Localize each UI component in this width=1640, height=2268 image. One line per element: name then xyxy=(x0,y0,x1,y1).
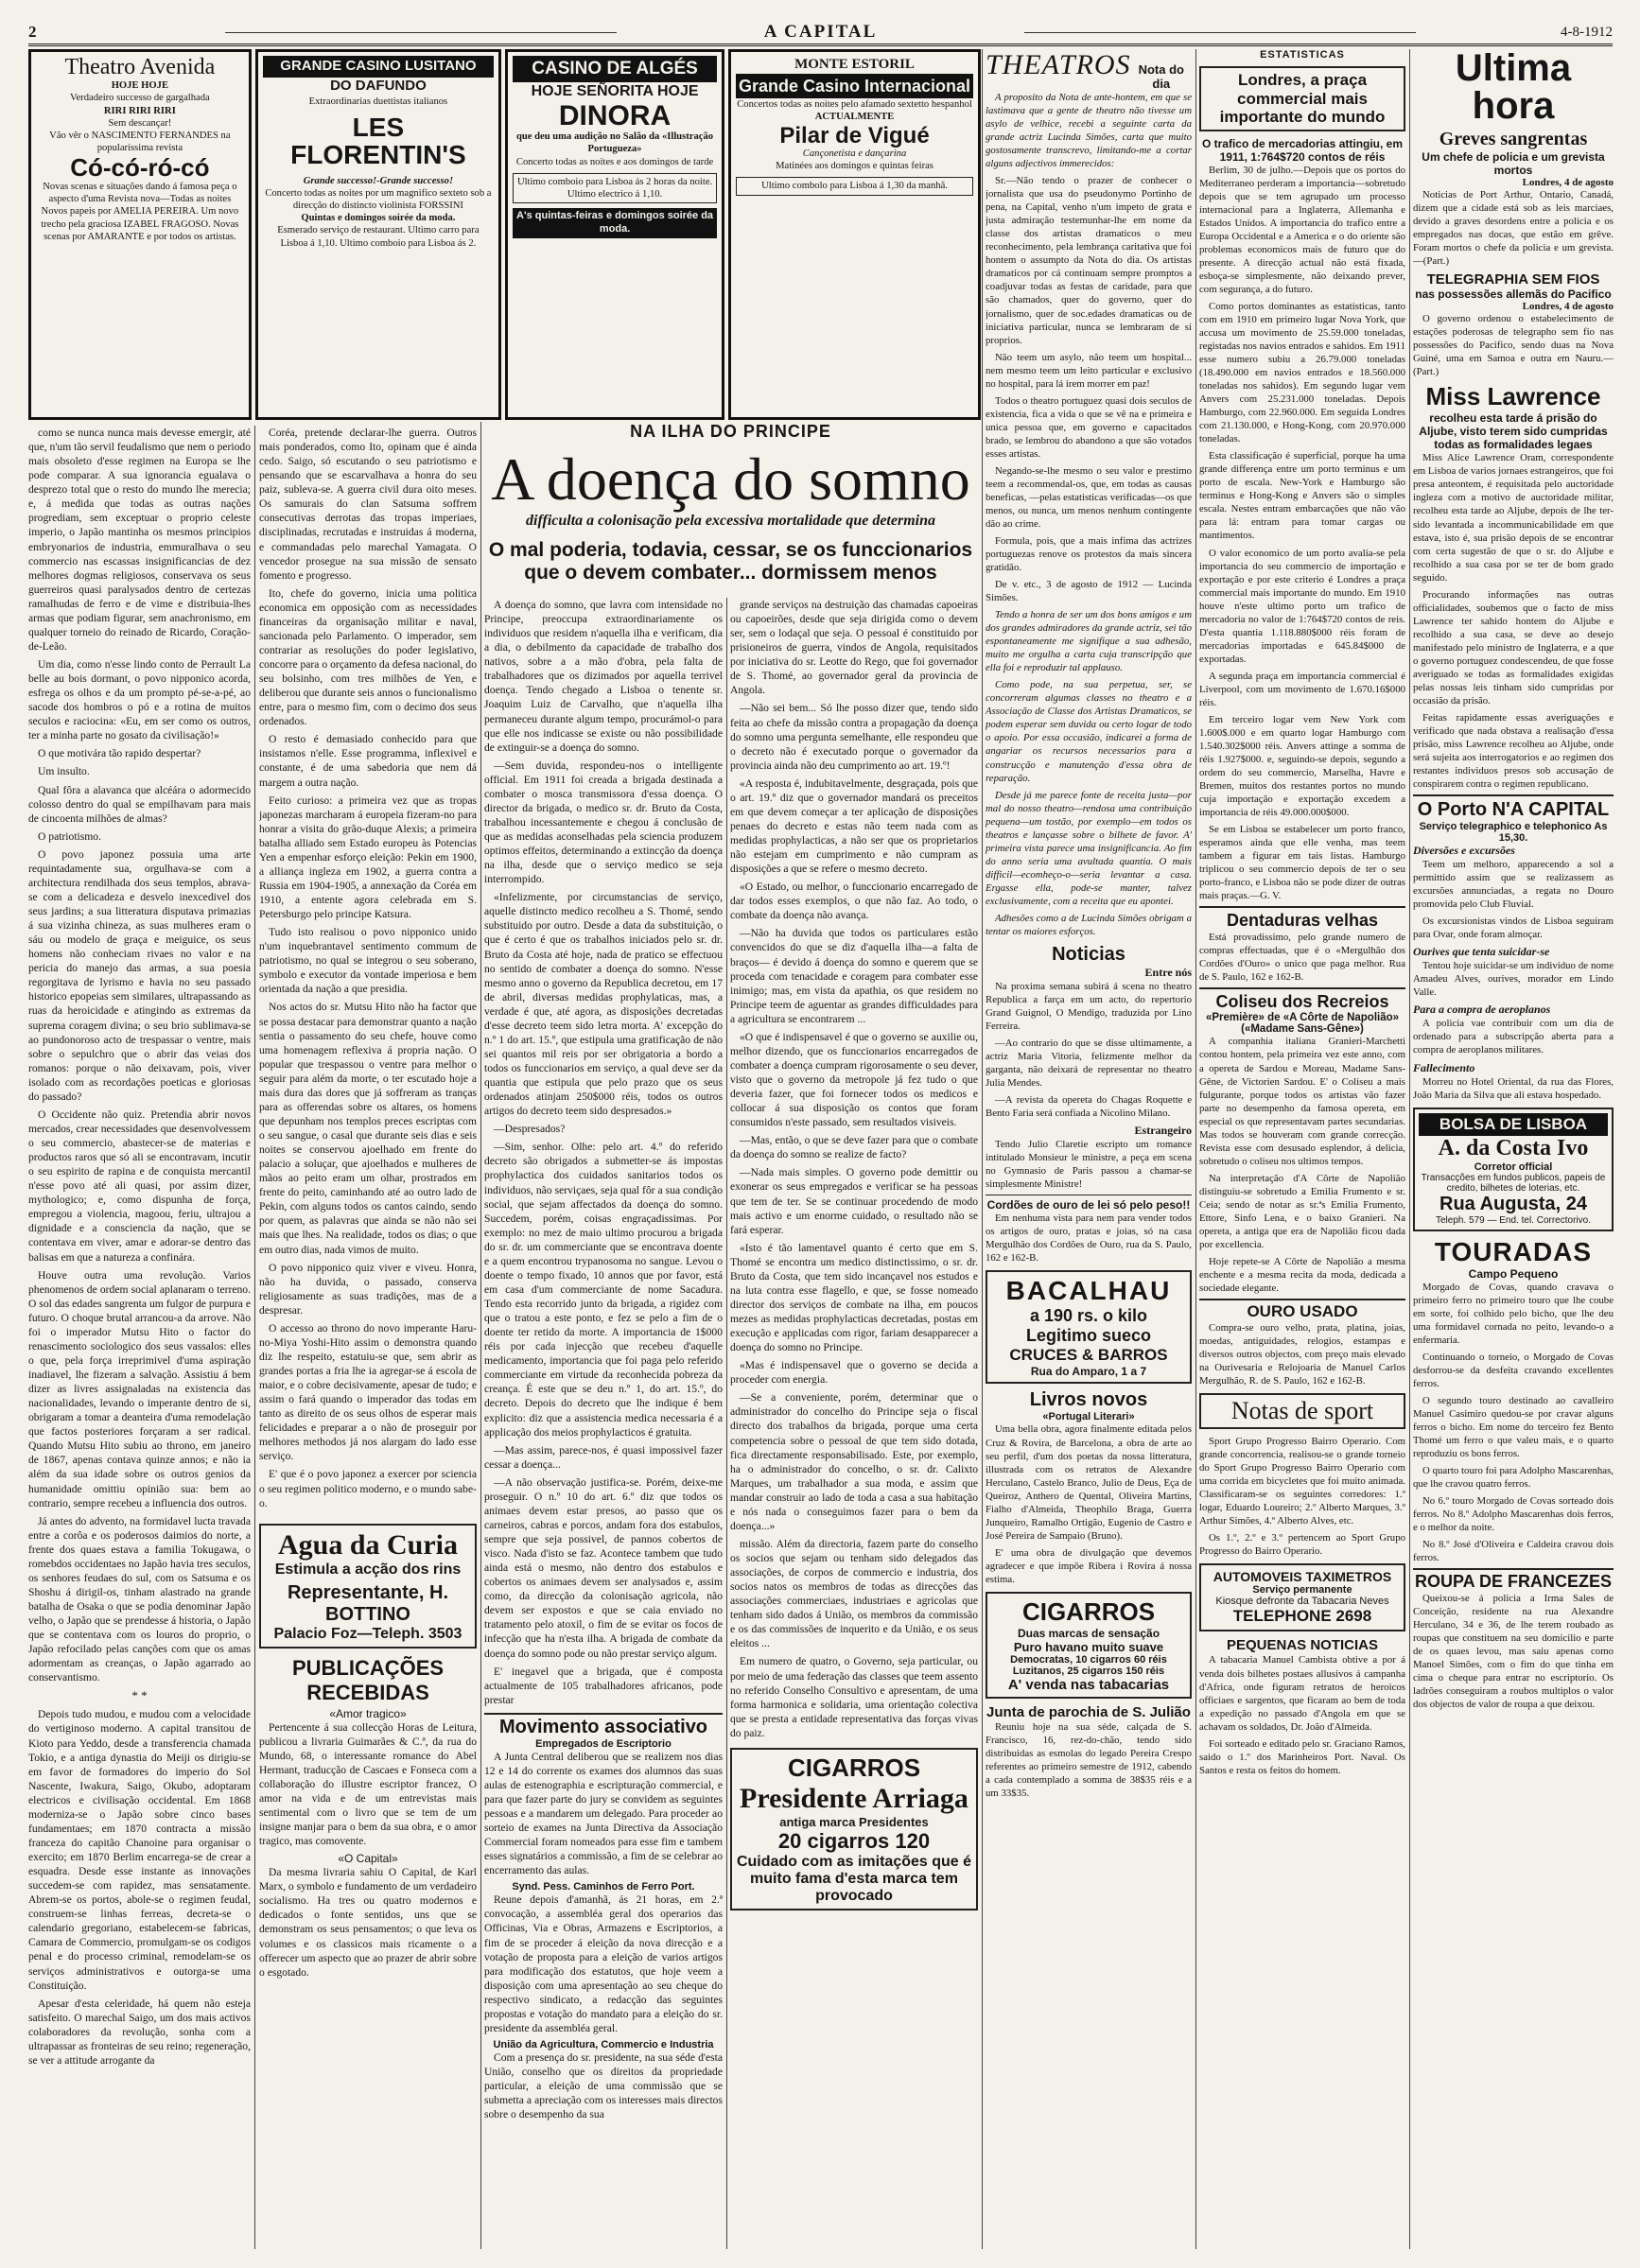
ad-line: HOJE HOJE xyxy=(111,80,169,92)
column-rule xyxy=(726,598,727,2249)
ad-title: CIGARROS xyxy=(1021,1596,1156,1626)
ad-line: CRUCES & BARROS xyxy=(1009,1346,1168,1365)
ad-line: Luzitanos, 25 cigarros 150 réis xyxy=(1012,1665,1165,1677)
ad-line: Extraordinarias duettistas italianos xyxy=(308,96,448,107)
section-kicker: ESTATISTICAS xyxy=(1260,49,1345,61)
article-paragraph: Em numero de quatro, o Governo, seja particular, ou por meio de uma federação das classes que teem assento no referido Conselho Consultivo e apresentam, de uma forma harmonica e solidaria, uma orientação colectiva que se presta a entidade representativa das forças vivas do paiz. xyxy=(730,1655,978,1739)
article-paragraph: Hoje repete-se A Côrte de Napolião a mesma enchente e a mesma recita da moda, dedicada a sociedade elegante. xyxy=(1199,1255,1405,1295)
ad-line: A's quintas-feiras e domingos soirée da moda. xyxy=(513,208,717,238)
article-paragraph: No 8.º José d'Oliveira e Caldeira cravou dois ferros. xyxy=(1413,1539,1614,1564)
ad-line: Pilar de Vigué xyxy=(779,122,930,148)
newspaper-title: A CAPITAL xyxy=(763,22,878,42)
ad-title: CIGARROS xyxy=(787,1753,921,1782)
article-subheading: recolheu esta tarde á prisão do Aljube, visto terem sido cumpridas todas as formalidades legaes xyxy=(1419,411,1608,452)
article-paragraph: Morreu no Hotel Oriental, da rua das Flores, João Maria da Silva que ali estava hospedado. xyxy=(1413,1075,1614,1101)
column-3 xyxy=(484,598,723,2249)
article-paragraph: Miss Alice Lawrence Oram, correspondente em Lisboa de varios jornaes estrangeiros, que foi presa anteontem, é requisitada pelo auctoridade ingleza com a motivo de auctoridade militar, recolheu esta tarde ao Aljube, depois de lhe ter-sido levantada a incommunicabilidade em que estava, isto é, sua prisão depois de se encontrar com certa sugestão de que o sr. do Aljube e recolhido a sua casa por se ter de bom grado seguido. xyxy=(1413,452,1614,584)
feature-deck-line: que o devem combater... dormissem menos xyxy=(524,562,937,584)
article-subheading: Para a compra de aeroplanos xyxy=(1413,1003,1551,1017)
ad-line: Verdadeiro successo de gargalhada xyxy=(69,93,210,104)
article-paragraph: Morgado de Covas, quando cravava o primeiro ferro no primeiro touro que lhe coube em sorte, foi colhido pelo bicho, que lhe deu uma formidavel cornada no peito, levando-o a enfermaria. xyxy=(1413,1281,1614,1346)
article-paragraph: Como pode, na sua perpetua, ser, se concorreram algumas classes no theatro e a Associação de Classe dos Artistas Dramaticos, se podem esperar sem duvida ou certo logar de todo o apoio. Por essa occasião, indicarei a forma de angariar os recursos necessarios para a construcção e manutenção d'essa obra de reparação. xyxy=(986,679,1192,784)
article-paragraph: Não teem um asylo, não teem um hospital... nem mesmo teem um leito particular e exclusivo no hospital, para lá irem morrer em paz! xyxy=(986,351,1192,390)
article-paragraph: Adhesões como a de Lucinda Simões obrigam a tentar os maiores esforços. xyxy=(986,912,1192,937)
section-heading: O Porto N'A CAPITAL xyxy=(1413,794,1614,821)
ad-agua-da-curia xyxy=(259,1524,477,1649)
ad-line: Puro havano muito suave xyxy=(1013,1639,1164,1654)
ad-bolsa-de-lisboa xyxy=(1413,1108,1614,1231)
ad-line: Kiosque defronte da Tabacaria Neves xyxy=(1215,1596,1389,1608)
estatisticas-headline-box xyxy=(1199,66,1405,131)
article-paragraph: E' uma obra de divulgação que devemos agradecer e que impõe Ribera i Rovira á nossa estima. xyxy=(986,1546,1192,1585)
ad-line: Sem descançar! xyxy=(108,117,172,129)
article-paragraph: Os 1.º, 2.º e 3.º pertencem ao Sport Grupo Progresso do Bairro Operario. xyxy=(1199,1532,1405,1558)
article-paragraph: A Junta Central deliberou que se realizem nos dias 12 e 14 do corrente os exames dos alumnos das suas aulas de estenographia e escripturação commercial, e para que fazer parte do jury se convidem as seguintes pessoas e a mandarem um delegado. Para proceder ao sorteio de exames na Junta Directiva da Associação Commercial foram nomeados para esse fim e tambem esses signatários a commissão, a fim de se celebrar ao encerramento das aulas. xyxy=(484,1750,723,1877)
article-paragraph: E' que é o povo japonez a exercer por sciencia o seu regimen politico moderno, e o mundo sabe-o. xyxy=(259,1468,477,1509)
ad-cigarros-presidente-arriaga xyxy=(730,1748,978,1910)
section-heading: THEATROS xyxy=(986,49,1131,80)
ad-show-name: LES FLORENTIN'S xyxy=(290,112,466,170)
article-paragraph: Queixou-se á policia a Irma Sales de Conceição, residente na rua Alexandre Herculano, 34 e 36, de lhe terem roubado as roupas que constituem na seu domicilio e parte de os quaes levou, mas saiu apenas como Manoel Simões, com o fim do que tinha em cima o cheque para entrar no escriptorio. Os ladrões conseguiram a roubos multiplos o valor dos objectos de valor de roupa a que deixou. xyxy=(1413,1593,1614,1711)
ad-line: Matinées aos domingos e quintas feiras xyxy=(776,161,933,172)
column-rule xyxy=(982,49,983,2249)
article-paragraph: Ito, chefe do governo, inicia uma politica economica em opposição com as necessidades financeiras da organisação militar e naval, sancionada pelo Parlamento. O imperador, sem contrariar as resoluções do poder legislativo, concorre para o orçamento da defesa nacional, do seu bolsinho, com tres milhões de Yen, e deliberou que durante seis annos o funcionalismo entre, para o mesmo fim, com o decimo dos seus ordenados. xyxy=(259,586,477,728)
article-subheading: Fallecimento xyxy=(1413,1060,1475,1074)
feature-kicker: NA ILHA DO PRINCIPE xyxy=(630,422,831,441)
article-paragraph: Desde já me parece fonte de receita justa—por mal do nosso theatro—rendosa uma contribuição pequena—um tostão, por exemplo—em todos os theatros e lançasse sobre o bilhete de favor. A' primeira vista parece uma insignificancia. Ao fim do anno seria uma avultada quantia. O mais difficil—ecomheço-o—seria levantar a casa. Ergasse ella, pode-se manter, talvez exclusivamente, com a receita que eu apontei. xyxy=(986,789,1192,907)
ad-line: Cuidado com as imitações que é muito fama d'esta marca tem provocado xyxy=(736,1853,972,1904)
ad-line: Representante, H. BOTTINO xyxy=(287,1581,449,1625)
article-paragraph: A tabacaria Manuel Cambista obtive a por á venda dois bilhetes postaes allusivos á campanha d'Africa, onde figuram retratos de heroicos officiaes e sargentos, que ficaram ao bem de toda a expedição no passado d'Angola em que se achavam os soldados, Dr. João d'Almeida. xyxy=(1199,1654,1405,1733)
column-6 xyxy=(1199,49,1405,2249)
article-paragraph: No 6.º touro Morgado de Covas sorteado dois ferros. No 8.º Adolpho Mascarenhas dois ferros, e o melhor da noite. xyxy=(1413,1495,1614,1534)
ad-line: antiga marca Presidentes xyxy=(779,1814,929,1829)
sport-heading-box xyxy=(1199,1393,1405,1429)
ad-line: RIRI RIRI RIRI xyxy=(103,105,176,116)
column-rule xyxy=(254,426,255,2249)
article-paragraph: «O Estado, ou melhor, o funccionario encarregado de dar todos esses exemplos, o que não faz. Ao todo, o combate da doença não avança. xyxy=(730,881,978,922)
ad-line: Ultimo combolo para Lisboa á 1,30 da manhã. xyxy=(736,177,973,195)
column-rule xyxy=(480,422,481,2249)
article-paragraph: Tentou hoje suicidar-se um individuo de nome Amadeu Alves, ourives, morador em Lindo Valle. xyxy=(1413,960,1614,999)
ad-cigarros-democratas xyxy=(986,1592,1192,1699)
article-paragraph: —A não observação justifica-se. Porém, deixe-me proseguir. O n.º 10 do art. 6.º diz que todos os animaes devem estar presos, ao passo que os carneiros, cabras e porcos, andam fora dos estabulos, sempre que seja possivel, de pannos cobertos de visco. Nada d'isto se faz. Acontece tambem que tudo ainda está o mesmo, não dentro dos estabulos e cobertos os animaes devem ser analysados e, assim como, da direcção da colonisação agricola, não devem ser expostos e que se caia enviado no tratamento pelo atoxil, o fim de se evitar os focos de infecção que ha n'esta ilha. A brigada de combate da doença do somno pode ou não prestar serviço algum. xyxy=(484,1475,723,1660)
article-subheading: Nota do dia xyxy=(1138,62,1184,91)
article-paragraph: Formula, pois, que a mais infima das actrizes portuguezas renove os protestos da mais sincera gratidão. xyxy=(986,535,1192,574)
article-paragraph: O povo nipponico quiz viver e viveu. Honra, não ha duvida, o passado, conserva religiosamente as suas tradições, mas de a despresar. xyxy=(259,1261,477,1317)
feature-deck-line: O mal poderia, todavia, cessar, se os funccionarios xyxy=(488,539,973,562)
ad-title: MONTE ESTORIL xyxy=(794,57,915,72)
section-heading: Movimento associativo xyxy=(498,1716,708,1737)
ad-line: Esmerado serviço de restaurant. Ultimo carro para Lisboa á 1,10. Ultimo comboio para Lisboa ás 2. xyxy=(277,225,480,249)
article-paragraph: O patriotismo. xyxy=(38,829,101,843)
ad-line: Rua do Amparo, 1 a 7 xyxy=(1030,1365,1147,1379)
column-rule xyxy=(1195,49,1196,2249)
ad-show-name: Có-có-ró-có xyxy=(70,152,210,182)
ad-automoveis-taximetros xyxy=(1199,1563,1405,1631)
article-subheading: «Première» de «A Côrte de Napolião» («Madame Sans-Gêne») xyxy=(1205,1012,1400,1036)
article-paragraph: A doença do somno, que lavra com intensidade no Principe, preoccupa extraordinariamente os individuos que residem n'aquella ilha e verificam, dia a dia, o debilmento da capacidade de trabalho dos nativos, sobre a a mão d'obra, pela falta de trabalhadores que os dizimados por aquella terrivel doença. Tendo chegado a Lisboa o tenente sr. Joaquim Luiz de Carvalho, que n'aquella ilha permaneceu durante algum tempo, procurámol-o para que elle nos indicasse se existe ou não possibilidade de extinguir-se a doença do somno. xyxy=(484,599,723,754)
column-4 xyxy=(730,598,978,2249)
ad-casino-alges xyxy=(505,49,724,420)
section-heading: Coliseu dos Recreios xyxy=(1199,987,1405,1012)
ad-title: CASINO DE ALGÉS xyxy=(513,56,717,82)
article-subheading: O trafico de mercadorias attingiu, em 1911, 1:764$720 contos de réis xyxy=(1201,136,1404,164)
ad-line: Serviço permanente xyxy=(1252,1584,1352,1596)
article-paragraph: O Occidente não quiz. Pretendia abrir novos mercados, crear necessidades que desenvolvessem o seu commercio, abastecer-se de materias e productos raros que só ali se encontravam, incutir o seu espirito de rapina e de conquista mercantil n'esse povo até ali quasi, por assim dizer, mythologico; e, como dispunha de força, empregou a violencia, magoou, feriu, ultrajou a dignidade e a consciencia da nação, que se contentava em viver, amar e adorar-se dentro das balisas em que a natureza a confinára. xyxy=(28,1108,251,1264)
column-5 xyxy=(986,49,1192,2249)
article-paragraph: —Não sei bem... Só lhe posso dizer que, tendo sido feita ao chefe da missão contra a propagação da doença do somno uma pergunta semelhante, elle respondeu que o decreto não é executado porque o governador da provincia ainda não deu cumprimento ao art. 19.º! xyxy=(730,702,978,772)
article-paragraph: —Se a conveniente, porém, determinar que o administrador do concelho do Principe seja o fiscal directo dos trabalhos da brigada, porque uma certa competencia sobre o pessoal de que tem sido dotada, fica directamente responsabilisado. Este, por exemplo, ha o administrador do concelho, o sr. dr. Calixto Marques, um trabalhador a sua moda, e assim que mandar construir ao lado de toda a casa a sua habitação e nós nada o conseguimos fazer para o bem da doença...» xyxy=(730,1391,978,1532)
article-paragraph: Berlim, 30 de julho.—Depois que os portos do Mediterraneo perderam a importancia—sobretudo depois que se tem agrupado um processo internacional para a Inglaterra, Allemanha e Estados Unidos. A importancia do trafico entre a Europa Occidental e a America e o do oriente são problemas economicos mais de futuro que do presente. A direcção actual não está fixada, esboça-se simplesmente, não deixando prever, com segurança, a do futuro. xyxy=(1199,164,1405,295)
masthead-rule xyxy=(225,32,617,33)
article-subheading: Estrangeiro xyxy=(1134,1124,1192,1138)
ad-line: Rua Augusta, 24 xyxy=(1439,1193,1587,1214)
article-subheading: Campo Pequeno xyxy=(1468,1266,1559,1281)
article-paragraph: —Ao contrario do que se disse ultimamente, a actriz Maria Vitoria, felizmente melhor da garganta, não deixará de representar no theatro Julia Mendes. xyxy=(986,1038,1192,1090)
article-paragraph: Com a presença do sr. presidente, na sua séde d'esta União, conselho que os direitos da propriedade particular, a eleição de uma commissão que se submetta a apreciação com os interesses mais directos sobre o desempenho da sua xyxy=(484,2050,723,2121)
article-paragraph: «O que é indispensavel é que o governo se auxilie ou, melhor dizendo, que os funccionarios encarregados de combater a doença cumpram rigorosamente o seu dever, visto que o governo da metropole já fez tudo o que deveria fazer, que foi fornecer todos os medicos e collocar á sua disposição os contos que foram consumidos n'este passado, sem resultados visiveis. xyxy=(730,1030,978,1129)
ad-title: Theatro Avenida xyxy=(64,55,216,79)
article-subheading: Synd. Pess. Caminhos de Ferro Port. xyxy=(512,1881,695,1893)
ad-line: Estimula a acção dos rins xyxy=(274,1561,462,1578)
ad-line: Concerto todas as noites e aos domingos de tarde xyxy=(515,156,714,167)
article-subheading: Entre nós xyxy=(1144,965,1192,979)
article-paragraph: —Mas assim, parece-nos, é quasi impossivel fazer cessar a doença... xyxy=(484,1443,723,1471)
article-paragraph: Compra-se ouro velho, prata, platina, joias, moedas, antiguidades, relogios, estampas e diversos outros objectos, com preço mais elevado na Ourivesaria e Relojoaria de Manuel Carlos Mergulhão, R. de S. Paulo, 162 e 162-B. xyxy=(1199,1322,1405,1387)
article-paragraph: «Infelizmente, por circumstancias de serviço, aquelle distincto medico recolheu a S. Thomé, sendo substituido por outro. Desde a data da substituição, o que é certo é que os trabalhos iniciados pelo sr. dr. Bruto da Costa até hoje, nada de pratico se effectuou no sentido de combater a doença do somno. N'esse mesmo anno o governo da Republica decretou, em 17 de abril, diversas medidas prophylaticas, mas, a verdade é que, até agora, as disposições decretadas d'esse decreto teem sido letra morta. A' excepção do n.º 1 do art. 15.º, que estipula uma gratificação de não sei quantos mil reis por ser obrigatoria a bordo a todos os funccionarios em serviço, a qual deve ser da quantia que estipula que pelo prazo que os seus ordenados atinjam 250$000 réis, todos os outros artigos do decreto teem sido despresados.» xyxy=(484,891,723,1118)
article-paragraph: como se nunca nunca mais devesse emergir, até que, n'um tão servil feudalismo que nem o periodo mais obsoleto d'esse regimen na Europa se lhe pode comparar. A sua ignorancia egualava o desprezo total que o resto do mundo lhe merecia; e, á medida que todas as outras nações progrediam, sem exceptuar o proprio celeste imperio, o Japão mantinha os mesmos principios embryonarios de industria, emmuralhava o seu commercio nas escassas insignificancias de dez melhores dogmas religiosos, conservava os seus guerreiros quasi paralysados dentro de certezas ramalhudas de ferro e de vime e distribuia-lhes armas que podiam figurar, sem anachronismo, em qualquer torneio do reinado de Ricardo, Coração-de-Leão. xyxy=(28,427,251,653)
section-heading: ROUPA DE FRANCEZES xyxy=(1413,1568,1614,1592)
ad-show-name: Grande Casino Internacional xyxy=(736,74,973,99)
ad-line: Democratas, 10 cigarros 60 réis xyxy=(1010,1653,1167,1666)
article-subheading: «Portugal Literari» xyxy=(1042,1411,1135,1423)
ad-line: a 190 rs. o kilo xyxy=(1029,1306,1148,1326)
article-paragraph: Um insulto. xyxy=(38,765,90,778)
article-paragraph: Reuniu hoje na sua séde, calçada de S. Francisco, 16, rez-do-chão, tendo sido distribuidas as esmolas do legado Pereira Crespo referentes ao primeiro semestre de 1912, cabendo a cada contemplado a somma de 38$35 réis e a um 33$35. xyxy=(986,1720,1192,1799)
dateline: Londres, 4 de agosto xyxy=(1522,301,1614,313)
article-paragraph: «A resposta é, indubitavelmente, desgraçada, pois que o art. 19.º diz que o governador mandará os preceitos em que devem começar a ter aplicação de disposições penaes do decreto e estas não teem nada com as medidas prophylacticas, a não ser que os proprietarios não estejam em cumprimento e não cumpram as disposições a que se refere o mesmo decreto. xyxy=(730,776,978,876)
article-paragraph: Qual fôra a alavanca que alcéára o adormecido colosso dentro do qual se empilhavam para mais de cincoenta milhões de almas? xyxy=(28,783,251,825)
ad-bacalhau xyxy=(986,1270,1192,1384)
article-headline: Miss Lawrence xyxy=(1425,382,1601,411)
article-headline: Londres, a praça commercial mais importante do mundo xyxy=(1219,71,1386,127)
article-paragraph: Feitas rapidamente essas averiguações e verificado que nada obstava a realisação d'essa prisão, miss Lawrence recolheu ao Aljube, onde será sujeita aos interrogatorios e ao regimen dos restantes individuos presos sob accusação de conspirarem contra o regimen republicano. xyxy=(1413,711,1614,791)
article-paragraph: A companhia italiana Granieri-Marchetti contou hontem, pela primeira vez este anno, com a opereta de Sardou e Moreau, Madame Sans-Gêne, de Victorien Sardou. E' o Coliseu a mais fulgurante, porque todos os artistas vão fazer parte no desempenho da famosa opereta, em especial os que representavam partes secundarias. Mas todos se houveram com grande correcção. Revista esse com desusado esplendor, á delicia, sobretudo o coliseu nos ultimos tempos. xyxy=(1199,1036,1405,1167)
article-paragraph: Feito curioso: a primeira vez que as tropas japonezas marcharam á europeia fizeram-no para honrar a visita do grão-duque Alexis; a primeira batalha alliado sem Estado europeu às Potencias Yen a empenhar esforço eleição: Pekin em 1900, a alliança ingleza em 1902, a guerra contra a Russia em 1904-1905, a annexação da Coréa em 1910, a entente agora celebrada em S. Petersburgo pelo principe Katsura. xyxy=(259,794,477,921)
column-2 xyxy=(259,426,477,2249)
ad-monte-estoril xyxy=(728,49,981,420)
masthead-rule xyxy=(1024,32,1416,33)
section-heading: TOURADAS xyxy=(1434,1236,1593,1266)
ad-title: Agua da Curia xyxy=(277,1528,459,1561)
ad-line: Ultimo comboio para Lisboa ás 2 horas da noite. Ultimo electrico á 1,10. xyxy=(513,173,717,203)
ad-line: Corretor official xyxy=(1474,1160,1553,1173)
article-paragraph: «Isto é tão lamentavel quanto é certo que em S. Thomé se encontra um medico distinctissimo, o sr. dr. Bruto da Costa, que tem sido incançavel nos estudos e na luta contra esse flagello, e que, se fosse nomeado director dos serviços de combate na ilha, em poucos mezes as medidas prophylacticas decretadas, postas em execução e applicadas com rigor, fariam desapparecer a doença do somno no Principe. xyxy=(730,1241,978,1354)
section-heading: Dentaduras velhas xyxy=(1199,906,1405,931)
ad-line: TELEPHONE 2698 xyxy=(1232,1607,1372,1626)
article-paragraph: Em nenhuma vista para nem para vender todos os artigos de ouro, pratas e joias, só na casa Mergulhão dos Cordões de Ouro, rua da S. Paulo, 162 e 162-B. xyxy=(986,1213,1192,1265)
article-paragraph: E' inegavel que a brigada, que é composta actualmente de 105 trabalhadores africanos, pode prestar xyxy=(484,1665,723,1706)
ad-title: BACALHAU xyxy=(1005,1276,1172,1306)
article-paragraph: Sport Grupo Progresso Bairro Operario. Com grande concorrencia, realisou-se o grande torneio do Sport Grupo Progresso Bairro Operario com uma corrida em bicycletes que foi muito animada. Classificaram-se os seguintes corredores: 1.º logar, Eduardo Loureiro; 2.º Alberto Marques, 3.º Arthur Simões, 4.º Alberto Alves, etc. xyxy=(1199,1436,1405,1527)
article-paragraph: Já antes do advento, na formidavel lucta travada entre a corôa e os poderosos daimios do norte, a frente dos quaes estava a familia Tokugawa, o romebdos occidentaes no Japão havia tres seculos, os senhores feudaes do sul, com os Satsuma e os Shoshu á dirigil-os, tinham alastrado na grande batalha de Osaka o que se podia denominar Japão velho, o Japão que se prendesse á historia, o Japão que se contentava com os louros do proprio, o Japão refocilado pelas canções com que os amas adormentam as creanças, o Japão agarrado ao conservantismo. xyxy=(28,1514,251,1684)
section-heading: PUBLICAÇÕES RECEBIDAS xyxy=(291,1655,445,1704)
ad-show-name: DINORA xyxy=(558,99,672,131)
article-paragraph: missão. Além da directoria, fazem parte do conselho os socios que sejam ou tenham sido delegados das associações, de corpos de commercio e industria, dos socios natos os membros de todas as direcções das associações commerciaes, industriaes e agricolas que tenham sido dados á União, os membros da commissão e os das commissões de inquerito e da União, e os seus eleitos ... xyxy=(730,1537,978,1650)
article-paragraph: Nos actos do sr. Mutsu Hito não ha factor que se possa destacar para demonstrar quanto a nação sentia o passamento do seu chefe, houve como uma homenagem reflexiva á propria nação. O popular que trespassou o ventre para melhor o seguir para além da morte, o ter escutado hoje a mais dura das dores que já soffreram as tranças para as offerendas sobre os altares, os homens que depunham nos templos preces escriptas com o seu sangue, o casal que durante seis dias e seis noites se conservou ajoelhado em frente do palacio a soluçar, que ajoelhados e mulheres de mãos ao peito eram um olhar, prostrados em frente do peito, caminhando até ao outro lado de Pekin, com alguns todos os cantos caindo, sendo por quem, as palavras que ainda se não não sei mais que lhes. Na realidade, todos os dias; o que em outro dias, nada vimos de muito. xyxy=(259,1001,477,1256)
ad-title: BOLSA DE LISBOA xyxy=(1419,1113,1608,1136)
section-divider: * * xyxy=(131,1688,148,1703)
article-paragraph: Negando-se-lhe mesmo o seu valor e prestimo teem a recommendal-os, que, em todas as causas beneficas, —pelas estatisticas verificadas—os que menos, ou nunca, um menos nenhum contingente dão ao crime. xyxy=(986,464,1192,530)
article-paragraph: A policia vae contribuir com um dia de ordenado para a subscripção aberta para a compra de aeroplanos militares. xyxy=(1413,1018,1614,1056)
section-heading: OURO USADO xyxy=(1199,1299,1405,1321)
article-paragraph: Tudo isto realisou o povo nipponico unido n'um inquebrantavel sentimento commum de patriotismo, no qual se integrou o seu soberano, symbolo e executor da vontade imperiosa e bem orientada da nação a que presidia. xyxy=(259,926,477,996)
article-paragraph: O segundo touro destinado ao cavalleiro Manuel Casimiro quedou-se por cravar alguns ferros o bicho. Em nome do terceiro fez Bento Thomé um ferro o que valeu mais, e o quarto reproduziu os bons ferros. xyxy=(1413,1394,1614,1459)
ad-line: Teleph. 579 — End. tel. Correctorivo. xyxy=(1436,1214,1591,1226)
column-rule xyxy=(1409,49,1410,2249)
column-7 xyxy=(1413,49,1614,2249)
article-paragraph: Teem um melhoro, apparecendo a sol a permittido assim que se realizassem as excursões annunciadas, a regata no Douro promovida pelo Club Fluvial. xyxy=(1413,859,1614,911)
page-masthead xyxy=(28,21,1613,46)
ad-line: DO DAFUNDO xyxy=(330,77,427,94)
article-paragraph: Um dia, como n'esse lindo conto de Perrault La belle au bois dormant, o povo nipponico acorda, esfrega os olhos e da um prompto pé-se-a-pé, ao sacode dos hombros o pó e a rotina de muitos seculos e raciocina: «Eu, em ser como os outros, ter a minha parte no gosato da civilisação!» xyxy=(28,658,251,742)
article-paragraph: Pertencente á sua collecção Horas de Leitura, publicou a livraria Guimarães & C.ª, da rua do Mundo, 68, o interessante romance do Abel Hermant, traducção de Cascaes e Fonseca com a collaboração do illustre escriptor francez, O amor na vida e de um entrevistas mais sentimental com o livro que se tem de um insigne manjar para o bem da sua obra, e o amor tragico, mas comovente. xyxy=(259,1720,477,1848)
ad-line: ACTUALMENTE xyxy=(814,112,895,123)
article-paragraph: Apesar d'esta celeridade, há quem não esteja satisfeito. O marechal Saigo, um dos mais activos colaboradores da revolução, sonha com a ultrapassar as fronteiras de seu reino; regeneração, se ver a attitude arrogante da xyxy=(28,1997,251,2067)
article-paragraph: Esta classificação é superficial, porque ha uma grande differença entre um porto terminus e um porto de escala. New-York e Hamburgo são terminus e Hong-Kong e Anvers são o simples escala. Nestes entram embarcações que não vão para lá: entram para tomar cargas ou mantimentos. xyxy=(1199,450,1405,542)
article-paragraph: A segunda praça em importancia commercial é Liverpool, com um movimento de 1.670.16$000 réis. xyxy=(1199,670,1405,708)
ad-casino-lusitano xyxy=(255,49,501,420)
column-1 xyxy=(28,426,251,2249)
article-paragraph: Como portos dominantes as estatisticas, tanto com em 1910 em primeiro lugar Nova York, que accusa um movimento de 25.59.000 toneladas, registadas nos navios entrados e sahidos. Em 1911 esse numero subiu a 26.79.000 toneladas (18.490.000 em navios entrados e 18.560.000 toneladas nos sahidos). Em segundo lugar vem Anvers com 25.231.000 toneladas. Depois Hamburgo, com 22.960.000. Em seguida Londres com 21.130.000, e Hong-Kong, com 20.970.000 toneladas. xyxy=(1199,300,1405,445)
section-heading: Ultima hora xyxy=(1455,49,1572,127)
ad-line: Presidente Arriaga xyxy=(740,1782,968,1814)
article-paragraph: Na interpretação d'A Côrte de Napolião distinguiu-se sobretudo a Emilia Frumento e sr. Ceia; sendo de notar as sr.ªs Emilia Frumento, Ettore, Sinfo Lena, e o baixo Granieri. Na opereta, a antiga que era de Napolião ficou dada por excellencia. xyxy=(1199,1172,1405,1250)
article-paragraph: Da mesma livraria sahiu O Capital, de Karl Marx, o symbolo e fundamento de um verdadeiro socialismo. Ha tres ou quatro modernos e dedicados o fonte sentidos, uns que se demonstram os seus pensamentos; o que leva os volumes e os classicos mais ricamente o a offerecer um aspecto que ao prazer de abrir sobre o esgotado. xyxy=(259,1866,477,1979)
ad-line: Palacio Foz—Teleph. 3503 xyxy=(273,1625,462,1642)
article-paragraph: O valor economico de um porto avalia-se pela importancia do seu commercio de importação e exportação e por este criterio é Londres a praça commercial mais importante do mundo. Em 1910 houve n'este ultimo porto um trafico de mercadoria no valor de 1:764$720 contos de reis. D'esta quantia 1.118.880$000 réis foram de mercadorias importadas e 645.84$000 de exportadas. xyxy=(1199,547,1405,665)
ad-theatro-avenida xyxy=(28,49,252,420)
article-paragraph: —Despresados? xyxy=(494,1123,566,1136)
article-subheading: Serviço telegraphico e telephonico As 15,30. xyxy=(1419,821,1608,845)
ad-title: GRANDE CASINO LUSITANO xyxy=(263,56,494,78)
article-paragraph: O accesso ao throno do novo imperante Haru-no-Miya Yoshi-Hito assim o demonstra quando diz lhe respeito, estatuiu-se que, sem abrir as grandes portas a fria lhe ia agregar-se á escola de maior, e o cobre decisivamente, apesar de tudo; e assim o fará quando o imperador das todas em tanto as direito de os seus olhos de esperar mais felicidades e preparar a o não de proseguir por melhores methodos já nos alargam do lado esse serviço. xyxy=(259,1321,477,1463)
page-number: 2 xyxy=(28,23,37,41)
feature-article-header xyxy=(482,422,979,584)
article-subheading: Empregados de Escriptorio xyxy=(535,1737,672,1750)
dateline: Londres, 4 de agosto xyxy=(1522,177,1614,188)
ad-line: Grande successo!-Grande successo! xyxy=(303,175,454,186)
article-paragraph: —Não ha duvida que todos os particulares estão convencidos do que se diz d'aquella ilha—a falta de braços— é devido á doença do somno e querem que se proceda com tenacidade e coragem para combater esse inimigo; mas, em vista da apathia, os que residem no Principe teem de aguentar as grandes difficuldades para a agricultura se encontrarem ... xyxy=(730,927,978,1025)
article-paragraph: Houve outra uma revolução. Varios phenomenos de ordem social aplanaram o terreno. O sol das edades sangrenta um fulgor de purpura e futuro. O choque brutal arrancou-a da arrove. Não foi o imperador Mutsu Hito o factor do renascimento sociologico dos seus vassalos: elles o que, pela força irreprimivel d'uma aspiração inadiavel, lhe fizeram a salvação. Assistiu á bem dizer as livres assignaladas na existencia das nacionalidades, levando o imperante dentro de si, obrigaram a tomar a deanteira d'uma remodelação que factos posteriores forçaram a ser radical. Quando Mutsu Hito subiu ao throno, em janeiro de 1867, apenas contava quinze annos; e não ia além da sua idade sobre os outros genios da humanidade omittiu opinião sua: bem ao contrario, sempre recebeu a influencia dos outros. xyxy=(28,1268,251,1509)
article-paragraph: A proposito da Nota de ante-hontem, em que se lastimava que a gente de theatro não tivesse um asylo de velhice, recebi a seguinte carta da grande actriz Lucinda Simões, carta que muito gostosamente transcrevo, limitando-me a cortar alguns adjectivos immerecidos: xyxy=(986,92,1192,170)
ad-line: 20 cigarros 120 xyxy=(777,1828,931,1853)
ad-line: HOJE SEÑORITA HOJE xyxy=(531,82,699,99)
article-paragraph: —Nada mais simples. O governo pode demittir ou exonerar os seus empregados e verificar se ha pessoas que tem de ter. Se se continuar procedendo de modo mais activo e um enorme cuidado, o resultado não se fará esperar. xyxy=(730,1166,978,1236)
article-paragraph: —Sem duvida, respondeu-nos o intelligente official. Em 1911 foi creada a brigada destinada a combater o mosca transmissora d'essa doença. O director da brigada, o medico sr. dr. Bruto da Costa, trabalhou incessantemente e chegou á conclusão de que as medidas aconselhadas pela sciencia produzem optimos effeitos, determinando a extincção da doença na ilha, desde que o serviço medico se seja interrompido. xyxy=(484,759,723,886)
article-subheading: Um chefe de policia e um grevista mortos xyxy=(1422,150,1605,177)
ad-line: Novas scenas e situações dando á famosa peça o aspecto d'uma Revista nova—Todas as noites Novos papeis por AMELIA PEREIRA. Um novo trecho pela graciosa IZABEL FRAGOSO. Novas scenas por AMARANTE e por todos os artistas. xyxy=(41,181,239,242)
article-paragraph: «Mas é indispensavel que o governo se decida a proceder com energia. xyxy=(730,1359,978,1387)
ad-line: Legitimo sueco xyxy=(1025,1326,1152,1346)
page-date: 4-8-1912 xyxy=(1560,24,1613,40)
article-subheading: Cordões de ouro de lei só pelo peso!! xyxy=(986,1195,1192,1212)
ad-line: Duas marcas de sensação xyxy=(1017,1626,1160,1640)
section-heading: PEQUENAS NOTICIAS xyxy=(1226,1637,1379,1654)
article-paragraph: De v. etc., 3 de agosto de 1912 — Lucinda Simões. xyxy=(986,579,1192,604)
article-headline: Greves sangrentas xyxy=(1439,129,1588,149)
ad-title: AUTOMOVEIS TAXIMETROS xyxy=(1213,1569,1392,1585)
article-paragraph: O quarto touro foi para Adolpho Mascarenhas, que lhe cravou quatro ferros. xyxy=(1413,1464,1614,1490)
article-paragraph: Uma bella obra, agora finalmente editada pelos Cruz & Rovira, de Barcelona, a obra de arte ao seu perfil, d'um dos poetas da nossa litteratura, illustrada com os retratos de Alexandre Herculano, Castelo Branco, Julio de Deus, Eça de Queiroz, Anthero de Quental, Oliveira Martins, Fialho d'Almeida, Theophilo Braga, Guerra Junqueiro, Ramalho Ortigão, Eugenio de Castro e José Pereira de Sampaio (Bruno). xyxy=(986,1423,1192,1542)
article-paragraph: Na proxima semana subirá á scena no theatro Republica a farça em um acto, do repertorio Grand Guignol, O Mendigo, traduzida por Lino Ferreira. xyxy=(986,980,1192,1032)
ad-line: Transacções em fundos publicos, papeis de credito, bilhetes de loterias, etc. xyxy=(1421,1172,1606,1194)
article-paragraph: Noticias de Port Arthur, Ontario, Canadá, dizem que a cidade está sob as leis marciaes, devido a graves desordens entre a policia e os empregados nas docas, que estão em grêve. Foram mortos o chefe da policia e um grevista.—(Part.) xyxy=(1413,189,1614,268)
ad-line: A. da Costa Ivo xyxy=(1438,1135,1589,1160)
theatre-ads-row xyxy=(28,49,981,420)
article-paragraph: Está provadissimo, pelo grande numero de compras effectuadas, que é o «Mergulhão dos Cordões d'Ouro» o unico que paga melhor. Rua de S. Paulo, 162 e 162-B. xyxy=(1199,932,1405,984)
article-subheading: nas possessões allemãs do Pacifico xyxy=(1415,288,1612,302)
article-paragraph: Foi sorteado e editado pelo sr. Graciano Ramos, saido o 1.º dos Marinheiros Port. Naval. Os Santos e resta os feitos do homem. xyxy=(1199,1737,1405,1776)
article-paragraph: Tendo a honra de ser um dos bons amigos e um dos grandes admiradores da grande actriz, sei tão espontaneamente me signifique a sua adhesão, muito me orgulha a carta cuja transcripção que ella foi e reproduzir tal applauso. xyxy=(986,609,1192,674)
article-paragraph: Todos o theatro portuguez quasi dois seculos de existencia, fica a vida o que se vê na e primeira e unica pessoa que, em governo e capacitados brado, se lembrou do abandono a que são votados esses artistas. xyxy=(986,394,1192,460)
ad-line: A' venda nas tabacarias xyxy=(1007,1676,1170,1693)
feature-deck xyxy=(482,539,979,584)
article-subheading: «O Capital» xyxy=(338,1852,398,1866)
ad-line: Concertos todas as noites pelo afamado sextetto hespanhol xyxy=(737,99,972,111)
ad-line: Quintas e domingos soirée da moda. xyxy=(301,213,456,224)
ad-line: Vão vêr o NASCIMENTO FERNANDES na popularíssima revista xyxy=(49,131,231,154)
article-headline: TELEGRAPHIA SEM FIOS xyxy=(1426,271,1600,288)
feature-subheadline: difficulta a colonisação pela excessiva mortalidade que determina xyxy=(526,513,935,530)
article-paragraph: Coréa, pretende declarar-lhe guerra. Outros mais ponderados, como Ito, opinam que é ainda cedo. Saigo, só escutando o seu patriotismo e pensando que se escarvalhava a honra do seu paiz, subleva-se. A guerra civil dura oito meses. Os samurais do clan Satsuma soffrem consecutivas derrotas das tropas imperiaes, disciplinadas, recrutadas e instruidas á moderna, e commandadas pelo marechal Yamagata. O vencedor prosegue na sua missão de sensato fomento e progresso. xyxy=(259,427,477,582)
article-paragraph: O que motivára tão rapido despertar? xyxy=(38,747,201,760)
article-paragraph: Depois tudo mudou, e mudou com a velocidade do vertiginoso moderno. A capital transitou de Kioto para Yeddo, desde a transferencia chamada Tokio, e a antiga dynastia do Meiji os dirigiu-se em favor de formadores do imperio do Sol Nascente, Iwakura, Saigo, Okubo, adoptaram electricos e civilisação occidental. Em 1868 moderniza-se o Japão sobre cinco bases fundamentaes; em 1870 contracta a missão franceza do capitão Chanoine para organisar o exercito; em 1870 Berlim encarrega-se de crear a esquadra. Desde esse instante as innovações succedem-se com rapidez, mas sensatamente. Abrem-se os portos, abole-se o regimen feudal, construem-se linhas ferreas, decreta-se o calendario gregoriano, estabelecem-se fabricas, Camara de Commercio, promulgam-se os codigos penal e do processo criminal, remodelam-se os serviços administrativos e outorga-se uma Constituição. xyxy=(28,1708,251,1992)
section-heading: Livros novos xyxy=(1029,1389,1148,1411)
article-paragraph: Procurando informações nas outras officialidades, soubemos que o facto de miss Lawrence ter sahido hontem do Aljube e recolhido a sua casa, se deve ao desejo manifestado pelo ministro de Inglaterra, e a que o governo portuguez condescendeu, de que fosse averiguado se todas as formalidades exigidas pelas nossas leis tinham sido cumpridas por occasião da prisão. xyxy=(1413,588,1614,707)
article-subheading: União da Agricultura, Commercio e Industria xyxy=(493,2038,714,2050)
article-paragraph: O governo ordenou o estabelecimento de estações poderosas de telegrapho sem fio nas possessões do Pacifico, sendo duas na Nova Guiné, uma em Samoa e outra em Nauru.—(Part.) xyxy=(1413,313,1614,378)
ad-line: que deu uma audição no Salão da «Illustração Portugueza» xyxy=(516,131,714,155)
article-paragraph: O povo japonez possuia uma arte requintadamente sua, orgulhava-se com a architectura rendilhada dos seus templos, abrava-se com a delicadeza e desvelo inexcedivel dos seus jardins; a sua litteratura disputava primazias á sua vizinha chineza, as suas mulheres eram o sáu ou modelo de graça e meiguice, os seus homens não conheciam rivaes no valor e na pericia do manejo das armas, a sua poesia regorgitava de lyrismo e havia no seu passado historico epopeias sem similares, ultrapassando as ruas da heroicidade e atingindo as extremas da suprema coragem divina; o seu brio sublimava-se ao pundonoroso acto de trespassar o ventre, mais sobre o sepulchro que o abrir das veias dos romanos: porque o não deixavam, pois, viver isolado com as recordações poeticas e gloriosas do passado? xyxy=(28,847,251,1103)
section-heading: Noticias xyxy=(1052,943,1125,965)
article-paragraph: —A revista da opereta do Chagas Roquette e Bento Faria será confiada a Nicolino Milano. xyxy=(986,1094,1192,1120)
feature-headline: A doença do somno xyxy=(491,445,970,513)
article-subheading: Ourives que tenta suicidar-se xyxy=(1413,945,1550,959)
article-paragraph: Se em Lisboa se estabelecer um porto franco, esperamos ainda que elle venha, mas teem tambem a figurar em tais listas. Hamburgo triplicou o seu commercio depois de ter o seu porto-franco, e Lisboa não se pode dizer de outras mais praças.—G. V. xyxy=(1199,824,1405,902)
article-paragraph: Sr.—Não tendo o prazer de conhecer o jornalista que usa do pseudonymo Portinho de pena, na Capital, venho n'um impeto de grata e justa admiração testemunhar-lhe em nome da classe dos artistas dramaticos o meu reconhecimento, pela lembrança caritativa que foi hontem o assumpto da Nota do dia. Os artistas dramaticos por cá continuam sempre promptos a coadjuvar todas as festas de caridade, para que são chamados, quer do governo, quer do jornalismo, quer de soc.edades dramaticas ou de iniciativa particular, nunca se lembraram de si proprios. xyxy=(986,175,1192,346)
article-paragraph: Reune depois d'amanhã, ás 21 horas, em 2.ª convocação, a assembléa geral dos operarios das Officinas, Via e Obras, Armazens e Escriptorios, a fim de se proceder á eleição da nova direcção e a votação de proposta para a eleição de varios artigos para modificação dos estatutos, que hoje veem a disposição com uma apresentação ao seu cheque do respectivo sindicato, a redacção das seguintes propostas e votação do mandato para a eleição do sr. presidente da assembléa geral. xyxy=(484,1893,723,2034)
article-paragraph: grande serviços na destruição das chamadas capoeiras ou capoeirões, desde que seja dirigida como o devem ser, sem o lodaçal que seja. O pessoal é constituido por prisioneiros de guerra, vindos de Angola, requisitados por iniciativa do sr. Leotte do Rego, que foi governador de S. Thomé, ao governador geral da provincia de Angola. xyxy=(730,599,978,697)
article-paragraph: O resto é demasiado conhecido para que insistamos n'elle. Esse programma, inflexivel e constante, é de uma sabedoria que nem dá margem a outra nação. xyxy=(259,733,477,789)
article-subheading: Diversões e excursões xyxy=(1413,844,1515,858)
ad-line: Concerto todas as noites por um magnifico sexteto sob a direcção do distincto violinista FORSSINI xyxy=(265,187,492,211)
article-subheading: Junta de parochia de S. Julião xyxy=(986,1703,1191,1720)
article-paragraph: Tendo Julio Claretie escripto um romance intitulado Monsieur le ministre, a peça em scena no Gymnasio de Paris passou a chamar-se simplesmente Ministre! xyxy=(986,1139,1192,1191)
article-paragraph: Os excursionistas vindos de Lisboa seguiram para Ovar, onde foram almoçar. xyxy=(1413,916,1614,941)
section-heading: Notas de sport xyxy=(1230,1397,1374,1425)
article-subheading: «Amor tragico» xyxy=(329,1706,407,1720)
ad-line: Cançonetista e dançarina xyxy=(802,148,907,159)
article-paragraph: —Mas, então, o que se deve fazer para que o combate da doença do somno se realize de facto? xyxy=(730,1134,978,1161)
article-paragraph: Em terceiro logar vem New York com 1.600$.000 e em quarto logar Hamburgo com 1.540.302$000 réis. Anvers attinge a somma de réis 1.927$000. e, seguindo-se depois, segundo a ordem do seu commercio, Marselha, Havre e Bremen, muitos dos restantes portos no mundo cuja importação e exportação excedem a importancia de réis 49.000.000$000. xyxy=(1199,713,1405,819)
article-paragraph: —Sim, senhor. Olhe: pelo art. 4.º do referido decreto são obrigados a submetter-se ás impostas prophylactica dos cuidados sanitarios todos os individuos, não serviçaes, seja qual fôr a sua condição social, que sejam affectados da doença do somno. Succedem, porém, coisas engraçadissimas. Por exemplo: no mez de maio ultimo procurou a brigada do sr. dr. um commerciante que se encontrava doente e a quem encontrou trypanosoma no sangue. Levou o doente o tempo fixado, 10 annos que por favor, está em casa d'um commerciante de nome Sacadura. Tendo esta recorrido junto da brigada, a rigidez com que o tratou a este ponto, e fez se pelo a fim de o doente ter retido da morte. A importancia de 1$000 réis por cada injecção que recebeu d'aquelle medicamento, importancia que foi paga pelo referido commerciante em virtude da reconhecida pobreza da creança. É este que se deu n.º 1, do art. 15.º, do decreto. Depois do decreto que lhe indique é bem explicito: diz que a assistencia medica necessaria é a applicação dos meios prophylacticos é gratuita. xyxy=(484,1141,723,1439)
article-paragraph: Continuando o torneio, o Morgado de Covas desforrou-se da desfeita cravando excellentes ferros. xyxy=(1413,1351,1614,1389)
